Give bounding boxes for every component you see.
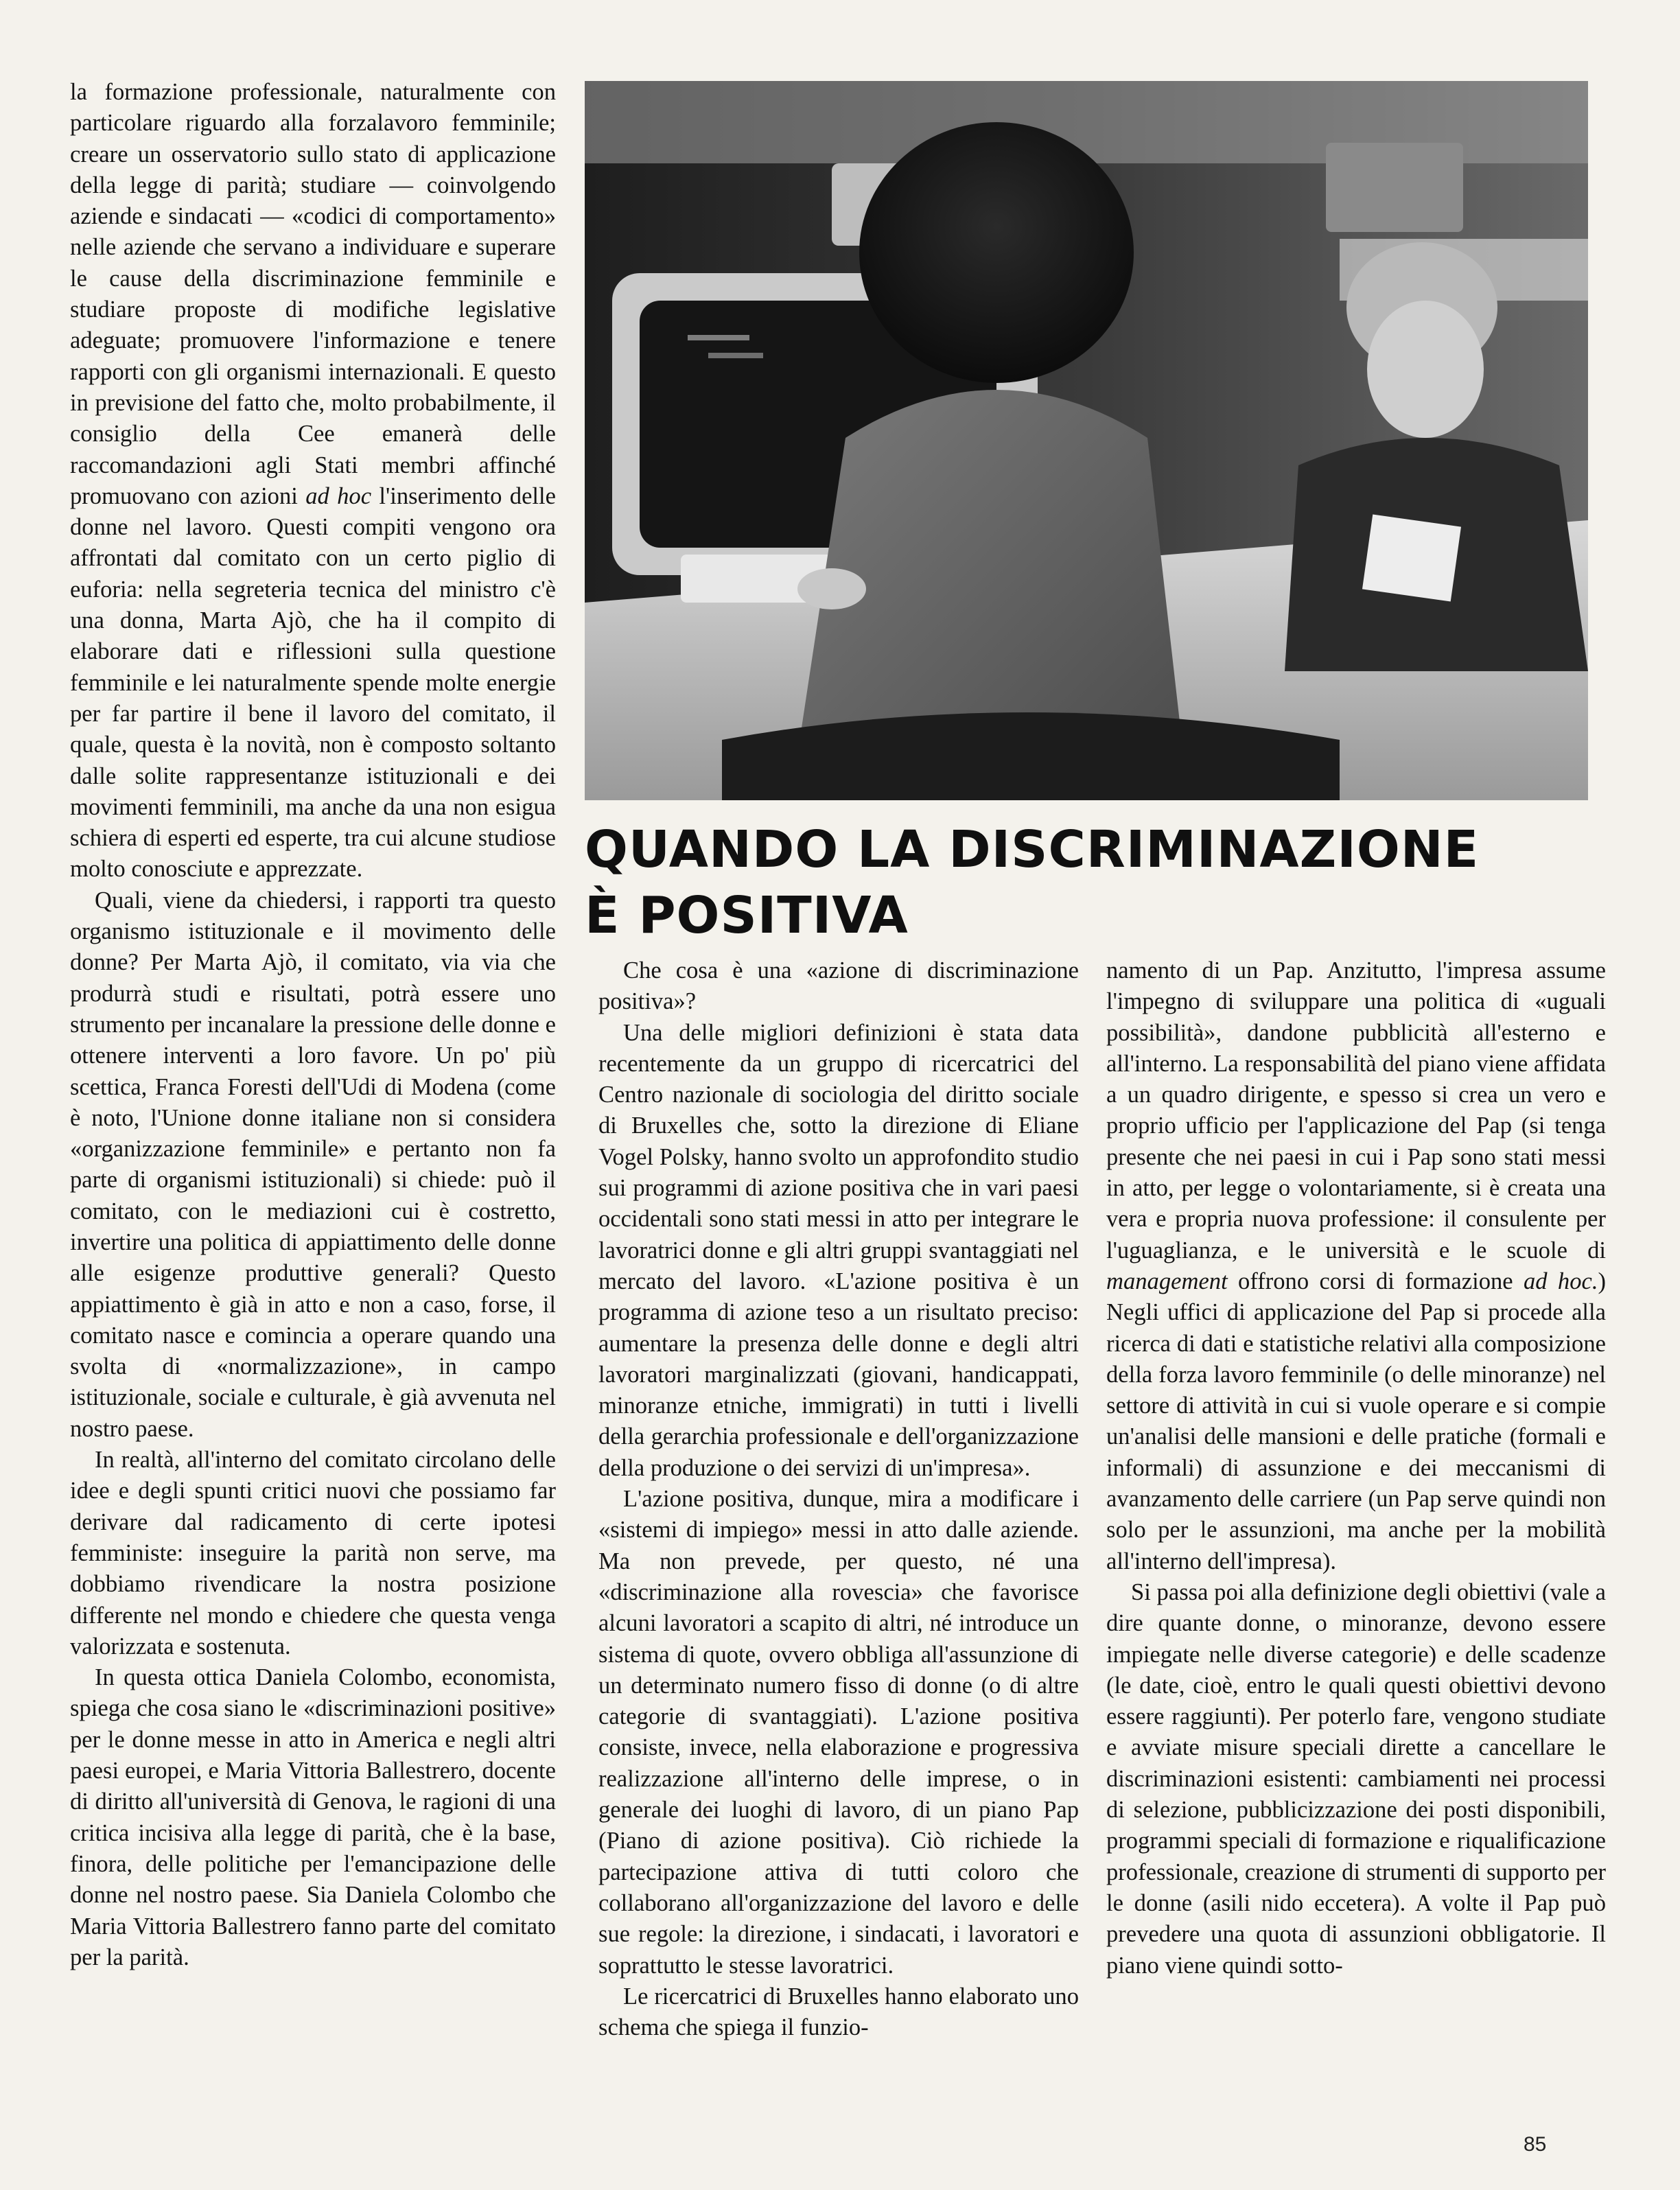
screen-text-line	[688, 335, 749, 340]
text-run: offrono corsi di formazione	[1227, 1268, 1524, 1294]
woman-hand	[797, 568, 866, 609]
paragraph	[1106, 955, 1606, 1577]
second-woman-face	[1367, 301, 1484, 438]
italic-text: management	[1106, 1268, 1228, 1294]
woman-hair	[859, 122, 1134, 383]
paragraph: Le ricercatrici di Bruxelles hanno elaborato uno schema che spiega il funzio-	[598, 1983, 1079, 2041]
article-headline	[585, 817, 1600, 948]
paragraph: L'azione positiva, dunque, mira a modificare i «sistemi di impiego» messi in atto dalle aziende. Ma non prevede, per questo, né una «discriminazione alla rovescia» che favorisce alcuni lavoratori a scapito di altri, né introduce un sistema di quote, ovvero obbliga all'assunzione di un determinato numero fisso di donne (o di altre categorie di svantaggiati). L'azione positiva consiste, invece, nella elaborazione e progressiva realizzazione all'interno delle imprese, o in generale dei luoghi di lavoro, di un piano Pap (Piano di azione positiva). Ciò richiede la partecipazione attiva di tutti coloro che collaborano all'organizzazione del lavoro e delle sue regole: la direzione, i sindacati, i lavoratori e soprattutto le stesse lavoratrici.	[598, 1486, 1079, 1979]
text-run: l'inserimento delle donne nel lavoro. Questi compiti vengono ora affrontati dal comitato con un certo piglio di euforia: nella segreteria tecnica del ministro c'è una donna, Marta Ajò, che ha il compito di elaborare dati e riflessioni sulla questione femminile e lei naturalmente spende molte energie per far partire il bene il lavoro del comitato, il quale, questa è la novità, non è composto soltanto dalle solite rappresentanze istituzionali e dei movimenti femminili, ma anche da una non esigua schiera di esperti ed esperte, tra cui alcune studiose molto conosciute e apprezzate.	[70, 482, 556, 883]
background-terminal	[1326, 143, 1463, 232]
right-column	[1106, 955, 1606, 1981]
text-run: la formazione professionale, naturalmente con particolare riguardo alla forzalavoro femminile; creare un osservatorio sullo stato di applicazione della legge di parità; studiare — coinvolgendo aziende e sindacati — «codici di comportamento» nelle aziende che servano a individuare e superare le cause della discriminazione femminile e studiare proposte di modifiche legislative adeguate; promuovere l'informazione e tenere rapporti con gli organismi internazionali. E questo in previsione del fatto che, molto probabilmente, il consiglio della Cee emanerà delle raccomandazioni agli Stati membri affinché promuovano con azioni	[70, 79, 556, 509]
paragraph: Quali, viene da chiedersi, i rapporti tra questo organismo istituzionale e il movimento delle donne? Per Marta Ajò, il comitato, via via che produrrà studi e risultati, potrà essere uno strumento per incanalare la pressione delle donne e ottenere interventi a loro favore. Un po' più scettica, Franca Foresti dell'Udi di Modena (come è noto, l'Unione donne italiane non si considera «organizzazione femminile» e pertanto non fa parte di organismi istituzionali) si chiede: può il comitato, con le mediazioni cui è costretto, invertire una politica di appiattimento delle donne alle esigenze produttive generali? Questo appiattimento è già in atto e non a caso, forse, il comitato nasce e comincia a operare quando una svolta di «normalizzazione», in campo istituzionale, sociale e culturale, è già avvenuta nel nostro paese.	[70, 887, 556, 1442]
paper-sheet	[1362, 514, 1461, 601]
italic-text: ad hoc	[305, 482, 372, 509]
paragraph: Una delle migliori definizioni è stata data recentemente da un gruppo di ricercatrici del Centro nazionale di sociologia del diritto sociale di Bruxelles che, sotto la direzione di Eliane Vogel Polsky, hanno svolto un approfondito studio sui programmi di azione positiva che in vari paesi occidentali sono stati messi in atto per integrare le lavoratrici donne e gli altri gruppi svantaggiati nel mercato del lavoro. «L'azione positiva è un programma di azione teso a un risultato preciso: aumentare la presenza delle donne e degli altri lavoratori marginalizzati (giovani, handicappati, minoranze etniche, immigrati) in tutti i livelli della gerarchia professionale e dell'organizzazione della produzione o dei servizi di un'impresa».	[598, 1019, 1079, 1481]
paragraph: In questa ottica Daniela Colombo, economista, spiega che cosa siano le «discriminazioni positive» per le donne messe in atto in America e negli altri paesi europei, e Maria Vittoria Ballestrero, docente di diritto all'università di Genova, le ragioni di una critica incisiva alla legge di parità, che è la base, finora, delle politiche per l'emancipazione delle donne nel nostro paese. Sia Daniela Colombo che Maria Vittoria Ballestrero fanno parte del comitato per la parità.	[70, 1664, 556, 1970]
italic-text: ad hoc.	[1524, 1268, 1598, 1294]
paragraph: In realtà, all'interno del comitato circolano delle idee e degli spunti critici nuovi che possiamo far derivare dal radicamento di certe ipotesi femministe: inseguire la parità non serve, ma dobbiamo rivendicare la nostra posizione differente nel mondo e chiedere che questa venga valorizzata e sostenuta.	[70, 1447, 556, 1659]
paragraph	[70, 77, 556, 885]
middle-column	[598, 955, 1079, 2043]
page-number: 85	[1524, 2133, 1547, 2156]
left-column	[70, 77, 556, 1973]
text-run: namento di un Pap. Anzitutto, l'impresa assume l'impegno di sviluppare una politica di «uguali possibilità», dandone pubblicità all'esterno e all'interno. La responsabilità del piano viene affidata a un quadro dirigente, e spesso si crea un vero e proprio ufficio per l'applicazione del Pap (si tenga presente che nei paesi in cui i Pap sono stati messi in atto, per legge o volontariamente, si è creata una vera e propria nuova professione: il consulente per l'uguaglianza, e le università e le scuole di	[1106, 957, 1606, 1263]
paragraph: Che cosa è una «azione di discriminazione positiva»?	[598, 957, 1079, 1015]
text-run: ) Negli uffici di applicazione del Pap si procede alla ricerca di dati e statistiche relativi alla composizione della forza lavoro femminile (o delle minoranze) nel settore di attività in cui si vuole operare e si compie un'analisi delle mansioni e delle pratiche (formali e informali) di assunzione e dei meccanismi di avanzamento delle carriere (un Pap serve quindi non solo per le assunzioni, ma anche per la mobilità all'interno dell'impresa).	[1106, 1268, 1606, 1574]
article-photo	[585, 81, 1588, 800]
headline-line-1: QUANDO LA DISCRIMINAZIONE	[585, 820, 1480, 879]
headline-line-2: È POSITIVA	[585, 886, 909, 945]
paragraph: Si passa poi alla definizione degli obiettivi (vale a dire quante donne, o minoranze, devono essere impiegate nelle diverse categorie) e delle scadenze (le date, cioè, entro le quali questi obiettivi devono essere raggiunti). Per poterlo fare, vengono studiate e avviate misure speciali dirette a cancellare le discriminazioni esistenti: cambiamenti nei processi di selezione, pubblicizzazione dei posti disponibili, programmi speciali di formazione e riqualificazione professionale, creazione di strumenti di supporto per le donne (asili nido eccetera). A volte il Pap può prevedere una quota di assunzioni obbligatorie. Il piano viene quindi sotto-	[1106, 1579, 1606, 1979]
screen-text-line	[708, 353, 763, 358]
